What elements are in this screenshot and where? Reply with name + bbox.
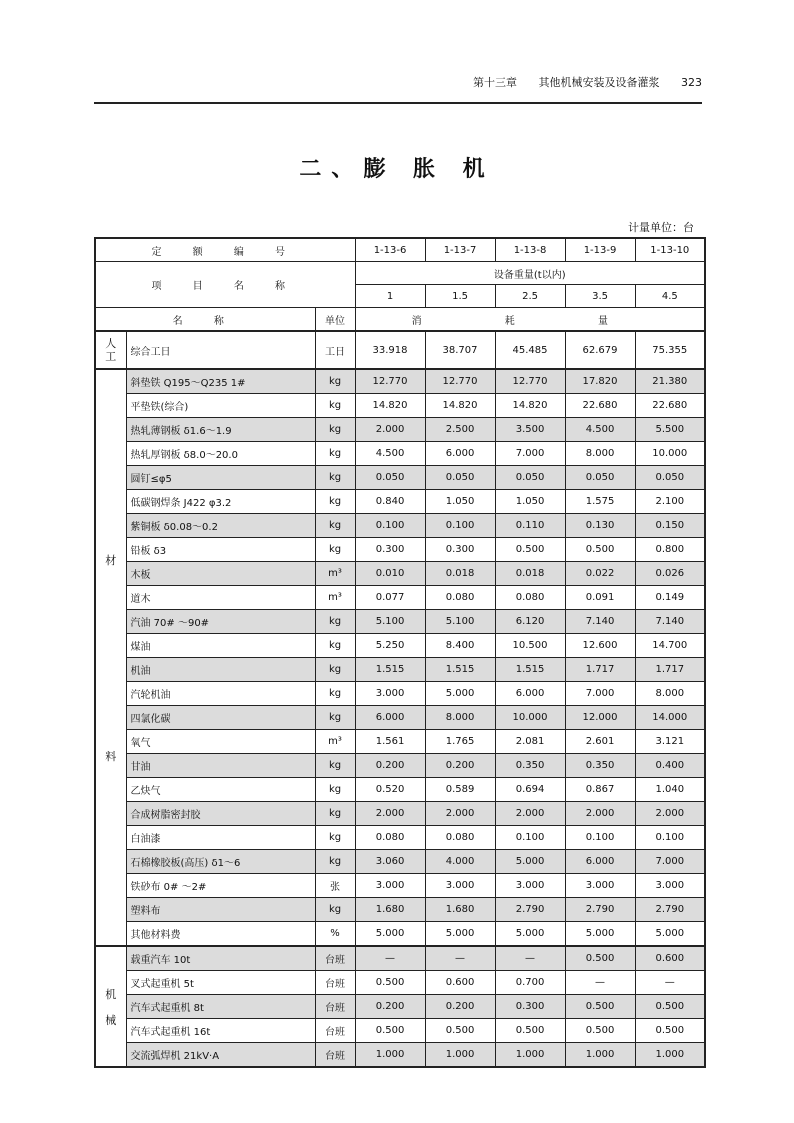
table-row bbox=[95, 538, 705, 562]
item-value: 0.100 bbox=[495, 826, 565, 850]
item-value: 0.149 bbox=[635, 586, 705, 610]
item-value: 0.150 bbox=[635, 514, 705, 538]
item-name: 交流弧焊机 21kV·A bbox=[126, 1043, 315, 1068]
table-row bbox=[95, 874, 705, 898]
item-value: 0.110 bbox=[495, 514, 565, 538]
item-value: 2.601 bbox=[565, 730, 635, 754]
item-value: 3.000 bbox=[495, 874, 565, 898]
equipment-weight-label: 设备重量(t以内) bbox=[355, 262, 705, 285]
table-row bbox=[95, 442, 705, 466]
item-value: 0.018 bbox=[495, 562, 565, 586]
item-value: 4.500 bbox=[355, 442, 425, 466]
item-value: 14.820 bbox=[425, 394, 495, 418]
item-unit: kg bbox=[315, 369, 355, 394]
item-value: 0.050 bbox=[425, 466, 495, 490]
item-unit: kg bbox=[315, 418, 355, 442]
item-value: 21.380 bbox=[635, 369, 705, 394]
item-value: 62.679 bbox=[565, 331, 635, 369]
item-value: 5.000 bbox=[495, 850, 565, 874]
weight-value: 4.5 bbox=[635, 285, 705, 308]
item-value: 10.000 bbox=[635, 442, 705, 466]
unit-column-header: 单位 bbox=[315, 308, 355, 332]
item-value: 0.500 bbox=[565, 995, 635, 1019]
item-value: 1.515 bbox=[355, 658, 425, 682]
item-value: 1.040 bbox=[635, 778, 705, 802]
table-row bbox=[95, 1043, 705, 1068]
item-value: 6.000 bbox=[355, 706, 425, 730]
item-value: 0.200 bbox=[355, 995, 425, 1019]
item-value: — bbox=[425, 946, 495, 971]
item-value: 0.500 bbox=[495, 1019, 565, 1043]
item-value: 1.000 bbox=[635, 1043, 705, 1068]
item-unit: kg bbox=[315, 754, 355, 778]
item-unit: 张 bbox=[315, 874, 355, 898]
item-unit: kg bbox=[315, 442, 355, 466]
item-value: 12.770 bbox=[495, 369, 565, 394]
item-name: 其他材料费 bbox=[126, 922, 315, 947]
item-value: 2.081 bbox=[495, 730, 565, 754]
quota-number-label: 定 额 编 号 bbox=[95, 238, 355, 262]
item-value: 0.867 bbox=[565, 778, 635, 802]
item-unit: kg bbox=[315, 538, 355, 562]
item-value: 0.100 bbox=[425, 514, 495, 538]
category-cell-machine bbox=[95, 946, 126, 1067]
item-value: 0.700 bbox=[495, 971, 565, 995]
item-name: 乙炔气 bbox=[126, 778, 315, 802]
item-unit: % bbox=[315, 922, 355, 947]
item-value: 0.080 bbox=[355, 826, 425, 850]
item-value: 3.060 bbox=[355, 850, 425, 874]
weight-value: 3.5 bbox=[565, 285, 635, 308]
item-value: 0.350 bbox=[495, 754, 565, 778]
item-value: 1.561 bbox=[355, 730, 425, 754]
item-value: 0.200 bbox=[355, 754, 425, 778]
item-value: 0.350 bbox=[565, 754, 635, 778]
consumption-header: 消 耗 量 bbox=[355, 308, 705, 332]
table-row bbox=[95, 418, 705, 442]
item-value: 0.694 bbox=[495, 778, 565, 802]
item-unit: kg bbox=[315, 610, 355, 634]
item-value: 0.840 bbox=[355, 490, 425, 514]
item-name: 合成树脂密封胶 bbox=[126, 802, 315, 826]
category-label: 材 bbox=[105, 553, 117, 567]
category-label: 料 bbox=[105, 749, 117, 763]
item-value: 0.026 bbox=[635, 562, 705, 586]
item-value: 4.500 bbox=[565, 418, 635, 442]
item-value: 0.500 bbox=[635, 1019, 705, 1043]
table-row bbox=[95, 490, 705, 514]
item-name: 木板 bbox=[126, 562, 315, 586]
item-name: 热轧薄钢板 δ1.6～1.9 bbox=[126, 418, 315, 442]
table-row bbox=[95, 658, 705, 682]
table-row bbox=[95, 586, 705, 610]
page-title: 二、膨 胀 机 bbox=[299, 156, 495, 182]
table-row bbox=[95, 331, 705, 369]
running-header bbox=[94, 74, 702, 104]
item-value: 0.050 bbox=[495, 466, 565, 490]
item-value: 8.000 bbox=[565, 442, 635, 466]
item-value: 1.000 bbox=[425, 1043, 495, 1068]
item-value: 7.000 bbox=[495, 442, 565, 466]
table-row bbox=[95, 730, 705, 754]
item-value: 1.000 bbox=[565, 1043, 635, 1068]
table-row bbox=[95, 995, 705, 1019]
item-value: 1.717 bbox=[565, 658, 635, 682]
item-unit: kg bbox=[315, 802, 355, 826]
item-value: 0.300 bbox=[495, 995, 565, 1019]
item-value: 0.500 bbox=[425, 1019, 495, 1043]
table-row bbox=[95, 778, 705, 802]
item-value: 0.589 bbox=[425, 778, 495, 802]
item-value: 8.400 bbox=[425, 634, 495, 658]
item-value: 1.050 bbox=[495, 490, 565, 514]
item-name: 道木 bbox=[126, 586, 315, 610]
item-value: 0.500 bbox=[565, 946, 635, 971]
item-value: 0.022 bbox=[565, 562, 635, 586]
item-value: 2.000 bbox=[635, 802, 705, 826]
item-name: 铅板 δ3 bbox=[126, 538, 315, 562]
item-value: 12.770 bbox=[355, 369, 425, 394]
item-value: 6.000 bbox=[565, 850, 635, 874]
item-value: 1.575 bbox=[565, 490, 635, 514]
item-value: 0.050 bbox=[635, 466, 705, 490]
item-unit: kg bbox=[315, 634, 355, 658]
item-value: 0.018 bbox=[425, 562, 495, 586]
item-unit: kg bbox=[315, 490, 355, 514]
item-value: 0.091 bbox=[565, 586, 635, 610]
item-unit: kg bbox=[315, 826, 355, 850]
table-row bbox=[95, 394, 705, 418]
chapter-label: 第十三章 bbox=[473, 76, 517, 89]
item-value: 4.000 bbox=[425, 850, 495, 874]
item-unit: 台班 bbox=[315, 995, 355, 1019]
weight-value: 1.5 bbox=[425, 285, 495, 308]
item-name: 载重汽车 10t bbox=[126, 946, 315, 971]
item-unit: kg bbox=[315, 778, 355, 802]
item-unit: m³ bbox=[315, 730, 355, 754]
item-value: 14.700 bbox=[635, 634, 705, 658]
table-row bbox=[95, 922, 705, 947]
table-row bbox=[95, 826, 705, 850]
item-value: 0.600 bbox=[635, 946, 705, 971]
item-value: 17.820 bbox=[565, 369, 635, 394]
table-row bbox=[95, 682, 705, 706]
item-value: 5.100 bbox=[355, 610, 425, 634]
item-name: 圆钉≤φ5 bbox=[126, 466, 315, 490]
table-row bbox=[95, 898, 705, 922]
item-value: 2.000 bbox=[495, 802, 565, 826]
item-value: 12.770 bbox=[425, 369, 495, 394]
item-value: 0.800 bbox=[635, 538, 705, 562]
item-value: 3.000 bbox=[355, 874, 425, 898]
item-value: 0.500 bbox=[635, 995, 705, 1019]
table-row bbox=[95, 369, 705, 394]
item-name: 氧气 bbox=[126, 730, 315, 754]
item-value: 7.000 bbox=[635, 850, 705, 874]
section-label: 其他机械安装及设备灌浆 bbox=[538, 76, 660, 89]
item-value: 0.080 bbox=[425, 586, 495, 610]
item-value: 0.500 bbox=[355, 971, 425, 995]
item-value: 2.000 bbox=[355, 802, 425, 826]
item-value: 0.050 bbox=[565, 466, 635, 490]
table-row bbox=[95, 562, 705, 586]
table-row bbox=[95, 706, 705, 730]
item-name: 低碳钢焊条 J422 φ3.2 bbox=[126, 490, 315, 514]
item-name: 汽车式起重机 8t bbox=[126, 995, 315, 1019]
item-value: 2.500 bbox=[425, 418, 495, 442]
item-value: 5.000 bbox=[425, 682, 495, 706]
item-value: 75.355 bbox=[635, 331, 705, 369]
item-name: 热轧厚钢板 δ8.0～20.0 bbox=[126, 442, 315, 466]
item-name: 紫铜板 δ0.08～0.2 bbox=[126, 514, 315, 538]
item-name: 石棉橡胶板(高压) δ1～6 bbox=[126, 850, 315, 874]
table-row bbox=[95, 634, 705, 658]
quota-code: 1-13-6 bbox=[355, 238, 425, 262]
item-value: 14.820 bbox=[495, 394, 565, 418]
item-value: 1.680 bbox=[355, 898, 425, 922]
item-value: 0.200 bbox=[425, 995, 495, 1019]
item-value: 0.100 bbox=[565, 826, 635, 850]
table-row bbox=[95, 1019, 705, 1043]
item-name: 汽轮机油 bbox=[126, 682, 315, 706]
quota-code: 1-13-10 bbox=[635, 238, 705, 262]
item-value: 45.485 bbox=[495, 331, 565, 369]
item-name: 白油漆 bbox=[126, 826, 315, 850]
item-value: 0.600 bbox=[425, 971, 495, 995]
table-row bbox=[95, 802, 705, 826]
item-value: 12.000 bbox=[565, 706, 635, 730]
item-value: 1.050 bbox=[425, 490, 495, 514]
item-value: 6.120 bbox=[495, 610, 565, 634]
item-unit: m³ bbox=[315, 562, 355, 586]
quota-code: 1-13-9 bbox=[565, 238, 635, 262]
item-name-label: 项 目 名 称 bbox=[95, 262, 355, 308]
item-value: 0.300 bbox=[425, 538, 495, 562]
item-name: 综合工日 bbox=[126, 331, 315, 369]
table-row bbox=[95, 466, 705, 490]
quota-table bbox=[94, 237, 706, 1068]
item-value: 2.000 bbox=[355, 418, 425, 442]
item-value: 2.000 bbox=[425, 802, 495, 826]
table-row bbox=[95, 971, 705, 995]
item-unit: kg bbox=[315, 466, 355, 490]
item-value: 1.515 bbox=[495, 658, 565, 682]
item-unit: 工日 bbox=[315, 331, 355, 369]
item-value: 1.515 bbox=[425, 658, 495, 682]
item-value: 14.000 bbox=[635, 706, 705, 730]
item-value: 38.707 bbox=[425, 331, 495, 369]
item-name: 塑料布 bbox=[126, 898, 315, 922]
item-unit: kg bbox=[315, 706, 355, 730]
item-value: 2.790 bbox=[565, 898, 635, 922]
item-value: 0.500 bbox=[565, 1019, 635, 1043]
item-value: 0.077 bbox=[355, 586, 425, 610]
item-value: 0.100 bbox=[635, 826, 705, 850]
item-name: 甘油 bbox=[126, 754, 315, 778]
item-value: 7.140 bbox=[635, 610, 705, 634]
item-unit: 台班 bbox=[315, 1043, 355, 1068]
item-value: 5.500 bbox=[635, 418, 705, 442]
item-value: 5.000 bbox=[635, 922, 705, 947]
item-value: 0.080 bbox=[495, 586, 565, 610]
quota-code: 1-13-8 bbox=[495, 238, 565, 262]
item-value: — bbox=[495, 946, 565, 971]
weight-value: 1 bbox=[355, 285, 425, 308]
item-value: 2.790 bbox=[635, 898, 705, 922]
item-value: 7.140 bbox=[565, 610, 635, 634]
item-value: 1.000 bbox=[355, 1043, 425, 1068]
item-value: 3.000 bbox=[355, 682, 425, 706]
category-label: 机 bbox=[105, 987, 117, 1001]
item-name: 煤油 bbox=[126, 634, 315, 658]
item-value: 10.000 bbox=[495, 706, 565, 730]
item-value: 0.520 bbox=[355, 778, 425, 802]
item-value: 14.820 bbox=[355, 394, 425, 418]
item-value: 8.000 bbox=[635, 682, 705, 706]
item-value: 5.000 bbox=[565, 922, 635, 947]
item-value: 0.080 bbox=[425, 826, 495, 850]
unit-note: 计量单位：台 bbox=[628, 221, 694, 234]
item-value: 6.000 bbox=[495, 682, 565, 706]
table-row bbox=[95, 946, 705, 971]
item-value: — bbox=[355, 946, 425, 971]
item-value: 5.100 bbox=[425, 610, 495, 634]
item-value: 5.000 bbox=[495, 922, 565, 947]
item-name: 汽油 70# ～90# bbox=[126, 610, 315, 634]
item-name: 平垫铁(综合) bbox=[126, 394, 315, 418]
item-value: — bbox=[635, 971, 705, 995]
item-value: 12.600 bbox=[565, 634, 635, 658]
table-row bbox=[95, 514, 705, 538]
item-value: 3.500 bbox=[495, 418, 565, 442]
item-value: 1.717 bbox=[635, 658, 705, 682]
item-name: 叉式起重机 5t bbox=[126, 971, 315, 995]
item-name: 斜垫铁 Q195～Q235 1# bbox=[126, 369, 315, 394]
item-name: 机油 bbox=[126, 658, 315, 682]
quota-code: 1-13-7 bbox=[425, 238, 495, 262]
weight-value: 2.5 bbox=[495, 285, 565, 308]
item-value: 3.000 bbox=[565, 874, 635, 898]
item-unit: kg bbox=[315, 658, 355, 682]
item-value: 0.200 bbox=[425, 754, 495, 778]
item-value: 3.000 bbox=[425, 874, 495, 898]
category-label: 人工 bbox=[105, 337, 117, 363]
item-value: 0.500 bbox=[565, 538, 635, 562]
item-value: 0.500 bbox=[495, 538, 565, 562]
item-value: 5.250 bbox=[355, 634, 425, 658]
table-row bbox=[95, 850, 705, 874]
item-value: 22.680 bbox=[565, 394, 635, 418]
item-value: 0.500 bbox=[355, 1019, 425, 1043]
name-column-header: 名 称 bbox=[95, 308, 315, 332]
item-value: 2.790 bbox=[495, 898, 565, 922]
item-value: 2.000 bbox=[565, 802, 635, 826]
item-value: 22.680 bbox=[635, 394, 705, 418]
item-name: 铁砂布 0# ～2# bbox=[126, 874, 315, 898]
item-value: — bbox=[565, 971, 635, 995]
category-cell-labor bbox=[95, 331, 126, 369]
item-value: 0.100 bbox=[355, 514, 425, 538]
item-value: 3.121 bbox=[635, 730, 705, 754]
page-number: 323 bbox=[681, 76, 702, 89]
table-row bbox=[95, 754, 705, 778]
item-value: 3.000 bbox=[635, 874, 705, 898]
item-name: 四氯化碳 bbox=[126, 706, 315, 730]
item-value: 0.050 bbox=[355, 466, 425, 490]
item-unit: kg bbox=[315, 394, 355, 418]
item-value: 8.000 bbox=[425, 706, 495, 730]
item-value: 0.300 bbox=[355, 538, 425, 562]
item-value: 0.400 bbox=[635, 754, 705, 778]
item-value: 10.500 bbox=[495, 634, 565, 658]
item-value: 1.000 bbox=[495, 1043, 565, 1068]
item-value: 0.010 bbox=[355, 562, 425, 586]
item-value: 6.000 bbox=[425, 442, 495, 466]
table-row bbox=[95, 610, 705, 634]
item-value: 7.000 bbox=[565, 682, 635, 706]
item-value: 1.765 bbox=[425, 730, 495, 754]
item-value: 2.100 bbox=[635, 490, 705, 514]
item-unit: kg bbox=[315, 514, 355, 538]
category-cell-material bbox=[95, 369, 126, 946]
item-value: 0.130 bbox=[565, 514, 635, 538]
item-unit: kg bbox=[315, 850, 355, 874]
category-label: 械 bbox=[105, 1013, 117, 1027]
item-value: 33.918 bbox=[355, 331, 425, 369]
item-unit: kg bbox=[315, 682, 355, 706]
item-unit: 台班 bbox=[315, 946, 355, 971]
item-value: 1.680 bbox=[425, 898, 495, 922]
item-name: 汽车式起重机 16t bbox=[126, 1019, 315, 1043]
item-value: 5.000 bbox=[425, 922, 495, 947]
item-unit: 台班 bbox=[315, 971, 355, 995]
item-unit: m³ bbox=[315, 586, 355, 610]
item-unit: kg bbox=[315, 898, 355, 922]
item-value: 5.000 bbox=[355, 922, 425, 947]
item-unit: 台班 bbox=[315, 1019, 355, 1043]
